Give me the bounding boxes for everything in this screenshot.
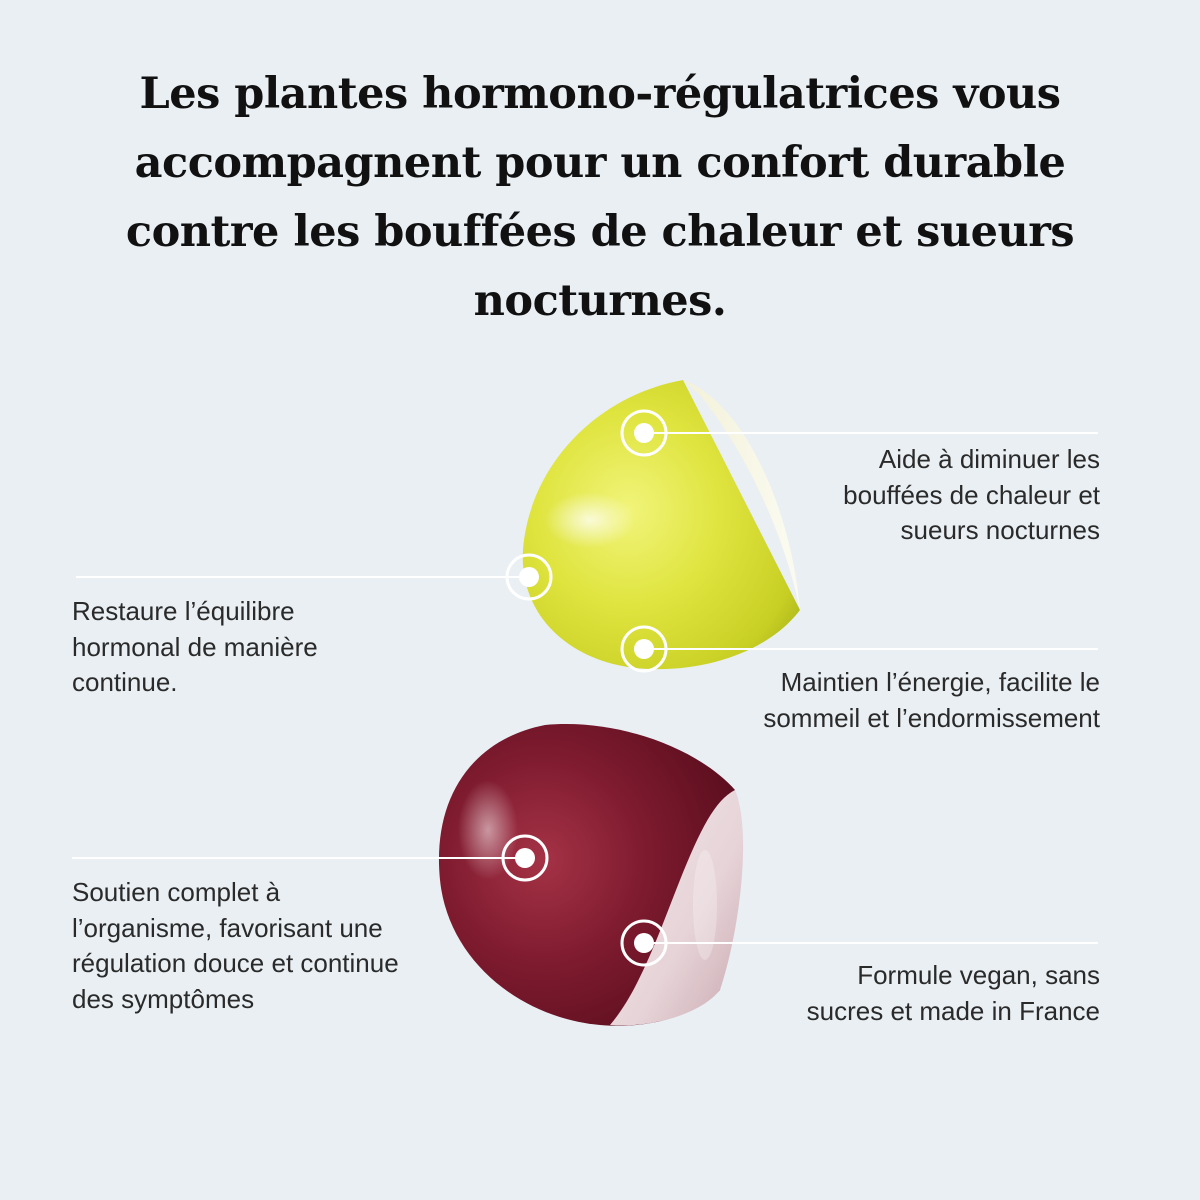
- red-gummy: [439, 724, 743, 1026]
- yellow-gummy: [523, 380, 800, 669]
- callout-text-hormonal-balance: Restaure l’équilibre hormonal de manière continue.: [72, 596, 318, 697]
- callout-text-vegan-formula: Formule vegan, sans sucres et made in France: [806, 960, 1100, 1026]
- callout-text-energy-sleep: Maintien l’énergie, facilite le sommeil et l’endormissement: [763, 667, 1100, 733]
- headline: Les plantes hormono-régulatrices vous accompagnent pour un confort durable contre les bouffées de chaleur et sueurs nocturnes.: [125, 69, 1075, 326]
- callout-text-hot-flashes: Aide à diminuer les bouffées de chaleur et sueurs nocturnes: [843, 444, 1100, 545]
- callout-text-full-support: Soutien complet à l’organisme, favorisant une régulation douce et continue des symptômes: [72, 877, 399, 1014]
